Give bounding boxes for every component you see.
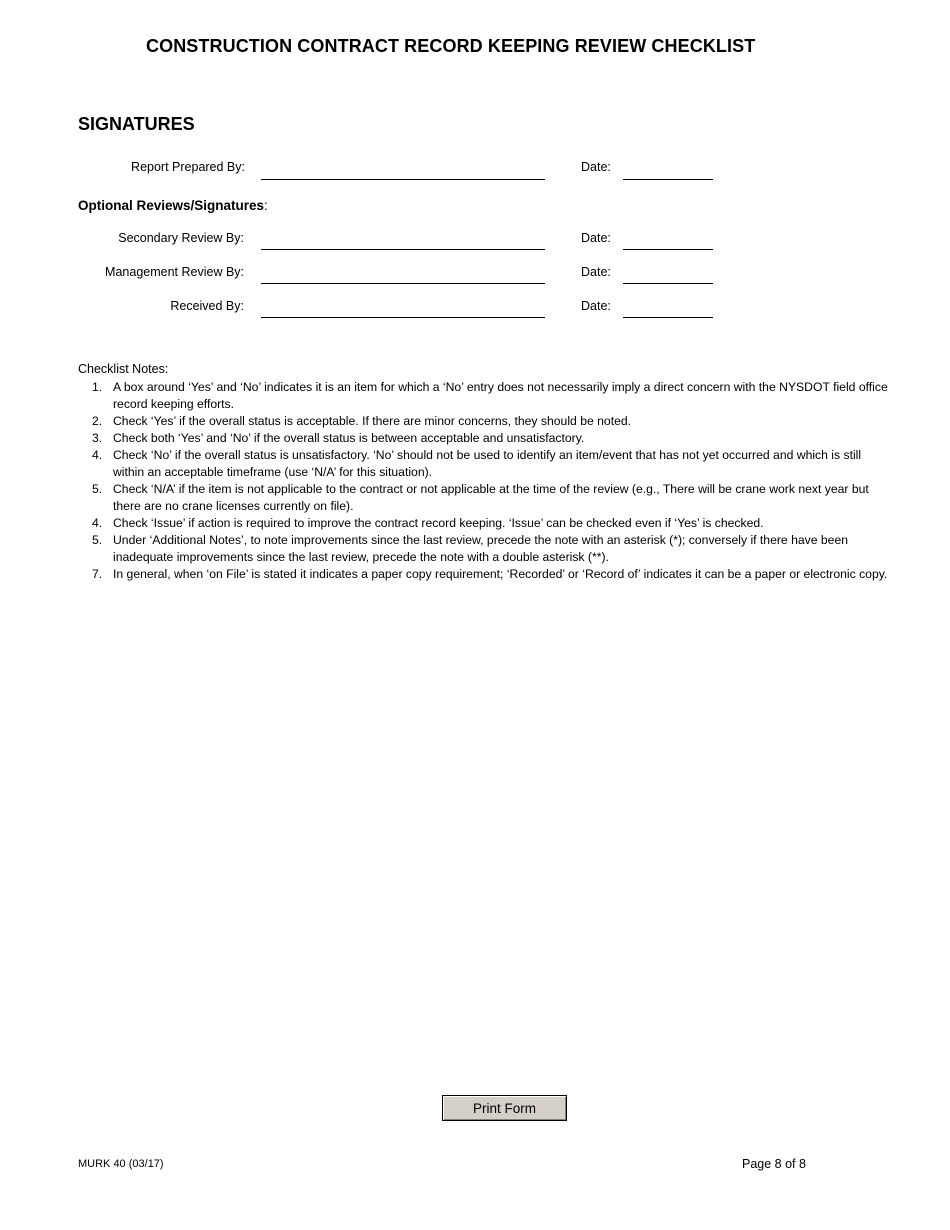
note-item [78,430,888,447]
received-date-label: Date: [581,299,611,313]
note-text: Check ‘Yes’ if the overall status is acceptable. If there are minor concerns, they should be noted. [113,414,632,428]
note-item [78,413,888,430]
note-number: 7. [92,567,103,581]
checklist-notes-list [78,379,888,583]
optional-reviews-heading-colon: : [264,198,268,213]
secondary-date-label: Date: [581,231,611,245]
note-item [78,481,888,515]
management-review-label: Management Review By: [105,265,244,279]
optional-reviews-heading-text: Optional Reviews/Signatures [78,198,265,213]
secondary-date-field[interactable] [623,231,713,250]
note-text: In general, when ‘on File’ is stated it indicates a paper copy requirement; ‘Recorded’ or ‘Record of’ indicates it can be a paper or electronic copy. [113,567,888,581]
note-number: 4. [92,448,103,462]
optional-reviews-heading [78,198,268,213]
checklist-notes-heading: Checklist Notes: [78,362,169,376]
page-number: Page 8 of 8 [742,1157,806,1171]
note-text: Check ‘No’ if the overall status is unsatisfactory. ‘No’ should not be used to identify an item/event that has not yet occurred and which is still within an acceptable timeframe (use ‘N/A’ for this situation). [113,448,862,479]
management-date-field[interactable] [623,265,713,284]
note-number: 5. [92,482,103,496]
note-item [78,532,888,566]
note-number: 2. [92,414,103,428]
secondary-review-label: Secondary Review By: [118,231,244,245]
note-item [78,566,888,583]
prepared-by-field[interactable] [261,161,545,180]
note-item [78,447,888,481]
note-text: Check ‘Issue’ if action is required to improve the contract record keeping. ‘Issue’ can be checked even if ‘Yes’ is checked. [113,516,764,530]
print-form-button[interactable]: Print Form [442,1095,567,1121]
prepared-date-label: Date: [581,160,611,174]
section-heading-signatures: SIGNATURES [78,114,195,134]
note-text: Check ‘N/A’ if the item is not applicable to the contract or not applicable at the time of the review (e.g., There will be crane work next year but there are no crane licenses currently on file). [113,482,869,513]
page-title: CONSTRUCTION CONTRACT RECORD KEEPING REVIEW CHECKLIST [146,36,756,56]
management-date-label: Date: [581,265,611,279]
note-item [78,379,888,413]
prepared-date-field[interactable] [623,161,713,180]
note-text: Under ‘Additional Notes’, to note improvements since the last review, precede the note with an asterisk (*); conversely if there have been inadequate improvements since the last review, precede the note with a double asterisk (**). [113,533,849,564]
note-text: Check both ‘Yes’ and ‘No’ if the overall status is between acceptable and unsatisfactory. [113,431,585,445]
note-number: 3. [92,431,103,445]
note-text: A box around ‘Yes’ and ‘No’ indicates it is an item for which a ‘No’ entry does not necessarily imply a direct concern with the NYSDOT field office record keeping efforts. [113,380,888,411]
received-by-label: Received By: [170,299,244,313]
note-number: 5. [92,533,103,547]
form-id: MURK 40 (03/17) [78,1158,164,1170]
secondary-review-field[interactable] [261,231,545,250]
received-by-field[interactable] [261,299,545,318]
note-item [78,515,888,532]
management-review-field[interactable] [261,265,545,284]
note-number: 4. [92,516,103,530]
prepared-by-label: Report Prepared By: [131,160,245,174]
note-number: 1. [92,380,103,394]
received-date-field[interactable] [623,299,713,318]
